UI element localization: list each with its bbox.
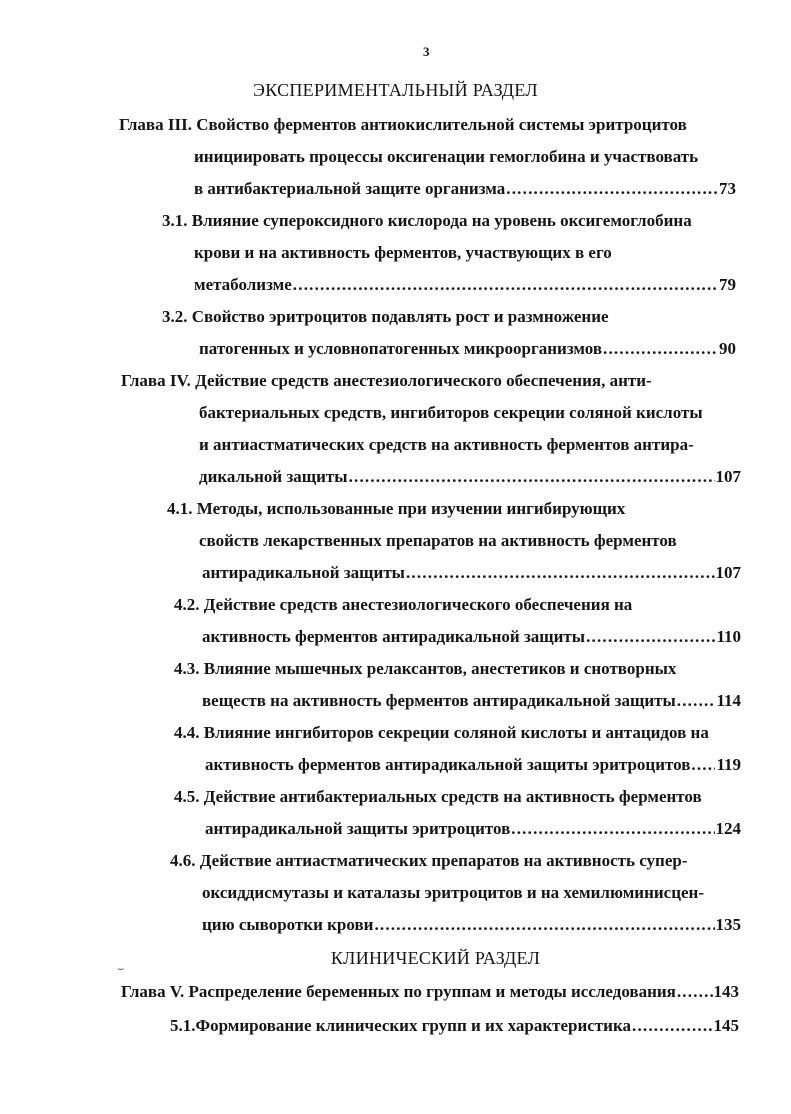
toc-ch3-page: 73 — [719, 179, 736, 198]
toc-s41-line3: антирадикальной защиты — [202, 563, 405, 582]
toc-s31-line2: крови и на активность ферментов, участвующих в его — [194, 243, 612, 262]
toc-ch5-page: 143 — [713, 982, 739, 1001]
toc-entry-s42 — [202, 626, 741, 648]
toc-s31-line3: метаболизме — [194, 275, 292, 294]
toc-ch3-line3: в антибактериальной защите организма — [194, 179, 506, 198]
toc-ch4-line3: и антиастматических средств на активность ферментов антира- — [199, 435, 694, 454]
toc-s44-line1: 4.4. Влияние ингибиторов секреции соляной кислоты и антацидов на — [174, 723, 709, 742]
toc-entry-s46 — [202, 914, 741, 936]
toc-entry-s32 — [199, 338, 736, 360]
leader-dots — [511, 818, 714, 840]
toc-s46-page: 135 — [715, 915, 741, 934]
leader-dots — [349, 466, 715, 488]
toc-entry-ch3 — [194, 178, 736, 200]
toc-entry-s45 — [205, 818, 741, 840]
toc-entry-s44 — [205, 754, 741, 776]
leader-dots — [506, 178, 718, 200]
toc-ch4-line2: бактериальных средств, ингибиторов секреции соляной кислоты — [199, 403, 703, 422]
toc-entry-s51 — [170, 1015, 739, 1037]
toc-s45-page: 124 — [715, 819, 741, 838]
toc-s46-line2: оксиддисмутазы и каталазы эритроцитов и на хемилюминисцен- — [202, 883, 705, 902]
toc-s46-line1: 4.6. Действие антиастматических препаратов на активность супер- — [170, 851, 688, 870]
section-heading-experimental: ЭКСПЕРИМЕНТАЛЬНЫЙ РАЗДЕЛ — [253, 80, 538, 100]
toc-s42-line1: 4.2. Действие средств анестезиологического обеспечения на — [174, 595, 633, 614]
toc-s45-line2: антирадикальной защиты эритроцитов — [205, 819, 511, 838]
toc-s31-page: 79 — [719, 275, 736, 294]
toc-s45-line1: 4.5. Действие антибактериальных средств на активность ферментов — [174, 787, 702, 806]
toc-entry-s31 — [194, 274, 736, 296]
page-number: 3 — [423, 44, 430, 59]
toc-s41-line2: свойств лекарственных препаратов на активность ферментов — [199, 531, 677, 550]
toc-s51-line1: 5.1.Формирование клинических групп и их характеристика — [170, 1016, 631, 1035]
toc-s41-line1: 4.1. Методы, использованные при изучении ингибирующих — [167, 499, 626, 518]
leader-dots — [586, 626, 715, 648]
scan-mark: ⌣ — [117, 963, 125, 975]
toc-s42-page: 110 — [716, 627, 741, 646]
leader-dots — [406, 562, 715, 584]
toc-ch5-line1: Глава V. Распределение беременных по группам и методы исследования — [121, 982, 676, 1001]
toc-s51-page: 145 — [713, 1016, 739, 1035]
toc-ch4-line4: дикальной защиты — [199, 467, 348, 486]
toc-s44-page: 119 — [716, 755, 741, 774]
leader-dots — [293, 274, 718, 296]
leader-dots — [632, 1015, 713, 1037]
leader-dots — [677, 690, 716, 712]
toc-s46-line3: цию сыворотки крови — [202, 915, 374, 934]
toc-s41-page: 107 — [715, 563, 741, 582]
leader-dots — [603, 338, 718, 360]
leader-dots — [374, 914, 714, 936]
toc-ch4-line1: Глава IV. Действие средств анестезиологического обеспечения, анти- — [121, 371, 652, 390]
toc-s32-line1: 3.2. Свойство эритроцитов подавлять рост и размножение — [162, 307, 609, 326]
leader-dots — [677, 981, 713, 1003]
toc-s32-page: 90 — [719, 339, 736, 358]
toc-ch3-line2: инициировать процессы оксигенации гемоглобина и участвовать — [194, 147, 699, 166]
toc-s43-page: 114 — [716, 691, 741, 710]
leader-dots — [691, 754, 715, 776]
toc-s43-line2: веществ на активность ферментов антирадикальной защиты — [202, 691, 676, 710]
toc-s32-line2: патогенных и условнопатогенных микроорганизмов — [199, 339, 603, 358]
toc-s31-line1: 3.1. Влияние супероксидного кислорода на уровень оксигемоглобина — [162, 211, 692, 230]
toc-entry-s41 — [202, 562, 741, 584]
section-heading-clinical: КЛИНИЧЕСКИЙ РАЗДЕЛ — [330, 948, 541, 968]
toc-entry-ch4 — [199, 466, 741, 488]
toc-ch3-line1: Глава III. Свойство ферментов антиокислительной системы эритроцитов — [119, 115, 687, 134]
toc-entry-s43 — [202, 690, 741, 712]
toc-ch4-page: 107 — [715, 467, 741, 486]
toc-s43-line1: 4.3. Влияние мышечных релаксантов, анестетиков и снотворных — [174, 659, 677, 678]
toc-s42-line2: активность ферментов антирадикальной защиты — [202, 627, 586, 646]
toc-entry-ch5 — [121, 981, 739, 1003]
toc-s44-line2: активность ферментов антирадикальной защиты эритроцитов — [205, 755, 691, 774]
